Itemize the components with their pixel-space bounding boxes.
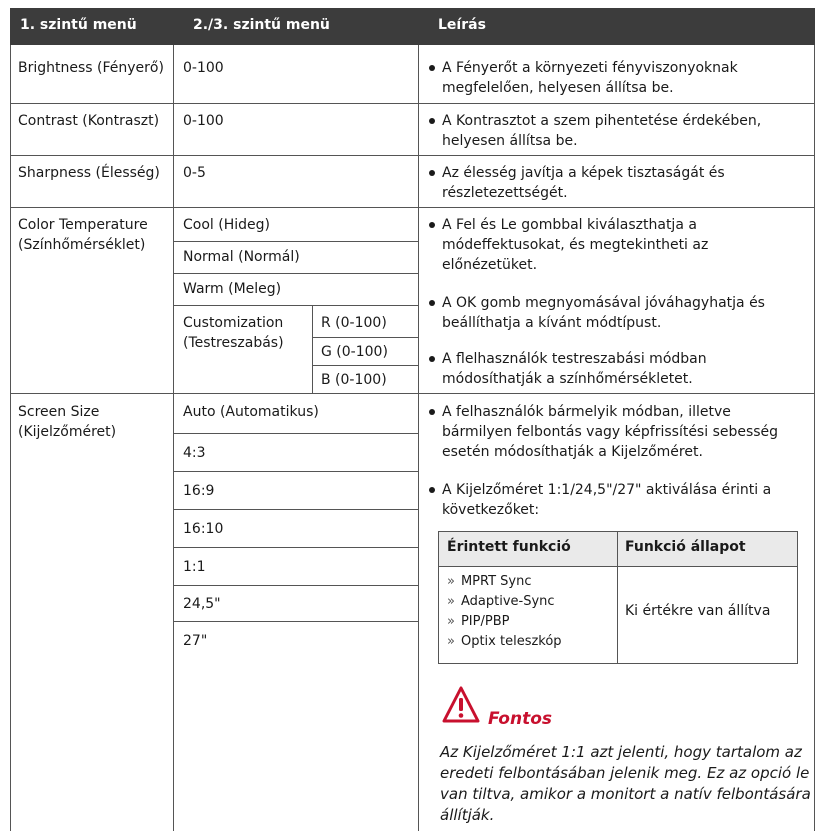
warning-icon: [442, 685, 480, 725]
row-sep: [10, 103, 815, 104]
header-level23: 2./3. szintű menü: [193, 17, 330, 33]
screen-size-option: 4:3: [183, 445, 206, 461]
sharpness-range: 0-5: [183, 165, 206, 181]
color-temp-option: Warm (Meleg): [183, 281, 282, 297]
screen-size-option: 1:1: [183, 559, 206, 575]
row-sep: [10, 155, 815, 156]
sub-sep: [173, 273, 419, 274]
sub-sep: [173, 305, 419, 306]
border-right: [814, 45, 815, 831]
brightness-range: 0-100: [183, 60, 224, 76]
divider-col1: [173, 45, 174, 831]
sub-divider: [312, 305, 313, 393]
affected-functions-table: [438, 531, 798, 664]
color-temp-option: Cool (Hideg): [183, 217, 270, 233]
contrast-range: 0-100: [183, 113, 224, 129]
affected-item: [447, 613, 509, 630]
row-label-sharpness: Sharpness (Élesség): [18, 165, 160, 181]
sub-sep: [173, 509, 419, 510]
row-label-contrast: Contrast (Kontraszt): [18, 113, 160, 129]
color-temp-option: Normal (Normál): [183, 249, 300, 265]
sub-sep: [173, 585, 419, 586]
row-label-brightness: Brightness (Fényerő): [18, 60, 164, 76]
row-sep: [10, 393, 815, 394]
divider-col2: [418, 45, 419, 831]
affected-item-marker: »: [447, 574, 455, 589]
affected-header-function: Érintett funkció: [447, 539, 571, 555]
contrast-desc: A Kontrasztot a szem pihentetése érdekében, helyesen állítsa be.: [442, 111, 804, 151]
custom-value-b: B (0-100): [321, 372, 387, 388]
affected-item: [447, 573, 532, 590]
customization-label: Customization (Testreszabás): [183, 315, 284, 351]
color-temp-desc-1: A Fel és Le gombbal kiválaszthatja a módeffektusokat, és megtekintheti az előnézetüket.: [442, 215, 804, 275]
row-sep: [10, 207, 815, 208]
row-label-screen-size: Screen Size (Kijelzőméret): [18, 404, 117, 440]
sub-sep: [173, 241, 419, 242]
row-label-color-temperature: Color Temperature (Színhőmérséklet): [18, 217, 148, 253]
sub-sep: [312, 365, 419, 366]
affected-item-label: PIP/PBP: [460, 614, 510, 629]
brightness-desc: A Fényerőt a környezeti fényviszonyoknak megfelelően, helyesen állítsa be.: [442, 58, 804, 98]
table-header: [10, 8, 815, 45]
affected-table-divider: [617, 532, 618, 663]
color-temp-desc-2: A OK gomb megnyomásával jóváhagyhatja és beállíthatja a kívánt módtípust.: [442, 293, 804, 333]
affected-item-label: MPRT Sync: [460, 574, 532, 589]
affected-item-marker: »: [447, 634, 455, 649]
screen-size-option: 16:9: [183, 483, 215, 499]
screen-size-option: 27": [183, 633, 208, 649]
sub-sep: [173, 621, 419, 622]
custom-value-g: G (0-100): [321, 344, 388, 360]
screen-size-option: 24,5": [183, 596, 221, 612]
sub-sep: [173, 471, 419, 472]
header-description: Leírás: [438, 17, 486, 33]
header-level1: 1. szintű menü: [20, 17, 137, 33]
sharpness-desc: Az élesség javítja a képek tisztaságát és részletezettségét.: [442, 163, 804, 203]
sub-sep: [312, 337, 419, 338]
screen-size-desc-2: A Kijelzőméret 1:1/24,5"/27" aktiválása érinti a következőket:: [442, 480, 804, 520]
affected-item-marker: »: [447, 614, 455, 629]
sub-sep: [173, 433, 419, 434]
screen-size-option: 16:10: [183, 521, 224, 537]
notice-title: Fontos: [488, 709, 552, 729]
custom-value-r: R (0-100): [321, 315, 387, 331]
screen-size-option: Auto (Automatikus): [183, 404, 319, 420]
affected-status: Ki értékre van állítva: [625, 603, 771, 619]
affected-item: [447, 593, 555, 610]
sub-sep: [173, 547, 419, 548]
affected-table-header: [439, 532, 797, 567]
affected-item: [447, 633, 562, 650]
affected-item-label: Optix teleszkóp: [460, 634, 562, 649]
affected-item-label: Adaptive-Sync: [460, 594, 555, 609]
notice-text: Az Kijelzőméret 1:1 azt jelenti, hogy tartalom az eredeti felbontásában jelenik meg. Ez az opció le van tiltva, amikor a monitort a natív felbontására állítják.: [440, 743, 811, 824]
border-left: [10, 45, 11, 831]
affected-item-marker: »: [447, 594, 455, 609]
affected-header-status: Funkció állapot: [625, 539, 746, 555]
screen-size-desc-1: A felhasználók bármelyik módban, illetve bármilyen felbontás vagy képfrissítési sebesség esetén módosíthatják a Kijelzőméret.: [442, 402, 804, 462]
color-temp-desc-3: A flelhasználók testreszabási módban módosíthatják a színhőmérsékletet.: [442, 349, 804, 389]
